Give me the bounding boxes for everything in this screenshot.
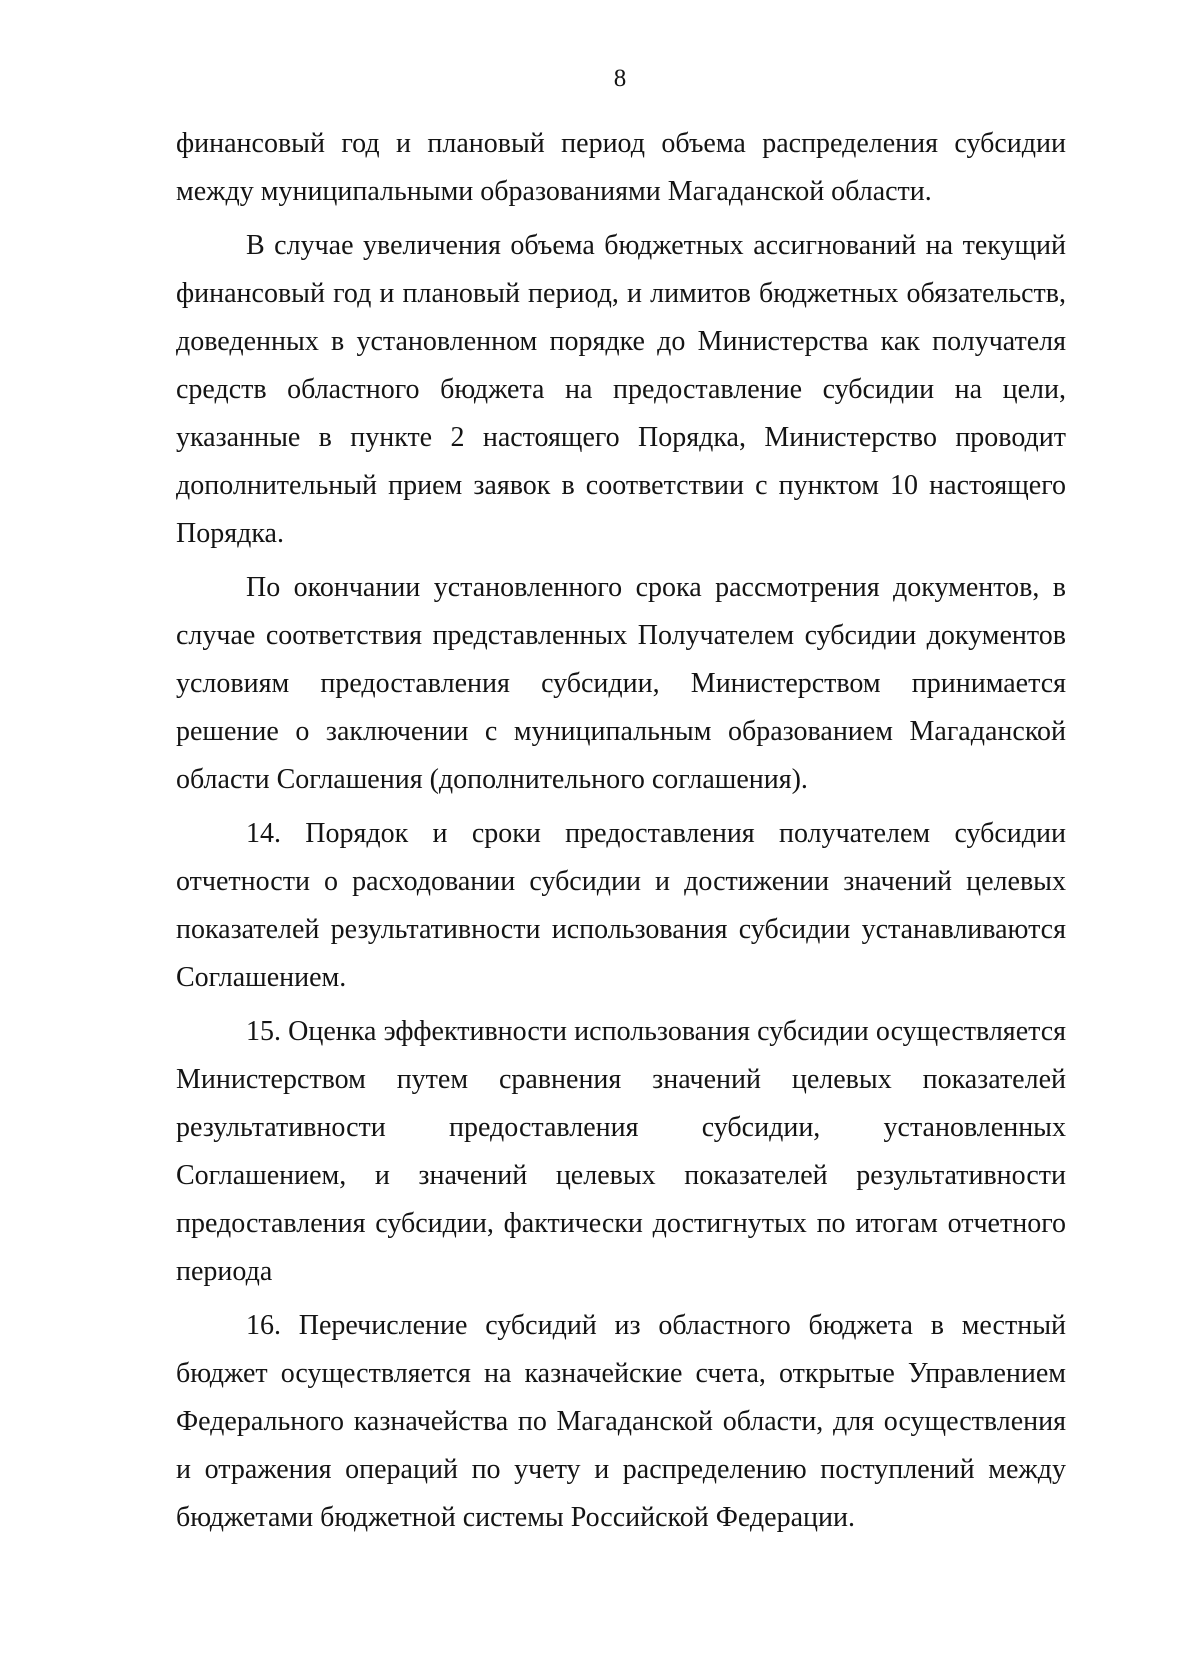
paragraph-item-14: 14. Порядок и сроки предоставления получателем субсидии отчетности о расходовании субсидии и достижении значений целевых показателей результативности использования субсидии устанавливаются Соглашением.: [176, 818, 1066, 993]
paragraph-review-completion: По окончании установленного срока рассмотрения документов, в случае соответствия представленных Получателем субсидии документов условиям предоставления субсидии, Министерством принимается решение о заключении с муниципальным образованием Магаданской области Соглашения (дополнительного соглашения).: [176, 572, 1066, 795]
paragraph-budget-increase: В случае увеличения объема бюджетных ассигнований на текущий финансовый год и плановый период, и лимитов бюджетных обязательств, доведенных в установленном порядке до Министерства как получателя средств областного бюджета на предоставление субсидии на цели, указанные в пункте 2 настоящего Порядка, Министерство проводит дополнительный прием заявок в соответствии с пунктом 10 настоящего Порядка.: [176, 230, 1066, 549]
document-body: [176, 120, 1066, 1548]
page-number: 8: [613, 65, 627, 92]
paragraph-item-15: 15. Оценка эффективности использования субсидии осуществляется Министерством путем сравнения значений целевых показателей результативности предоставления субсидии, установленных Соглашением, и значений целевых показателей результативности предоставления субсидии, фактически достигнутых по итогам отчетного периода: [176, 1016, 1066, 1287]
paragraph-continuation: финансовый год и плановый период объема распределения субсидии между муниципальными образованиями Магаданской области.: [176, 128, 1066, 207]
paragraph-item-16: 16. Перечисление субсидий из областного бюджета в местный бюджет осуществляется на казначейские счета, открытые Управлением Федерального казначейства по Магаданской области, для осуществления и отражения операций по учету и распределению поступлений между бюджетами бюджетной системы Российской Федерации.: [176, 1310, 1066, 1533]
